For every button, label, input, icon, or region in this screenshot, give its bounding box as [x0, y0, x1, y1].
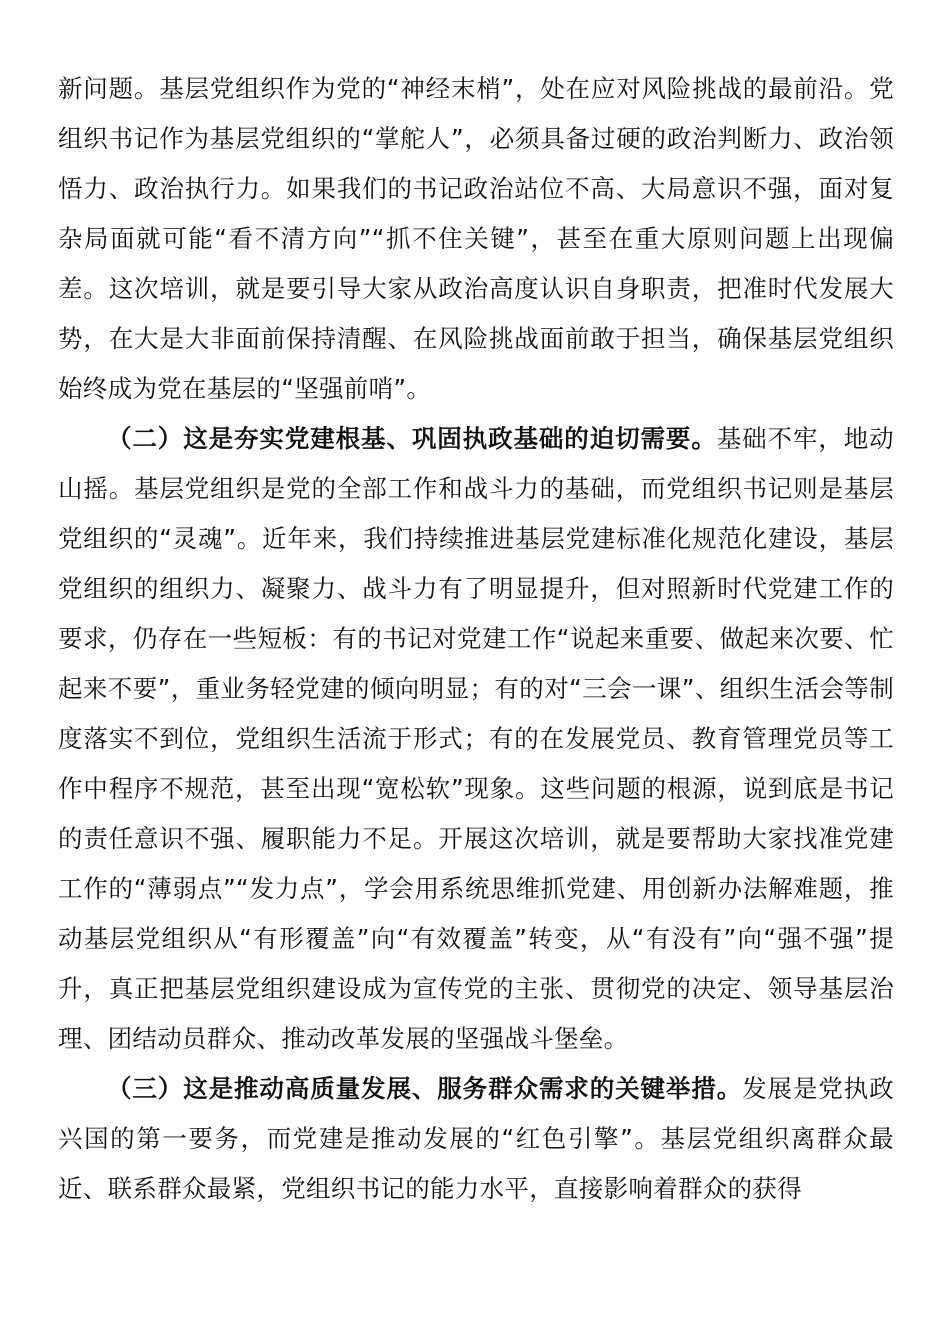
paragraph-section-3 — [58, 1064, 894, 1214]
document-page — [58, 64, 894, 1214]
section-3-heading: （三）这是推动高质量发展、服务群众需求的关键举措。 — [107, 1074, 743, 1103]
paragraph-text: 基础不牢，地动山摇。基层党组织是党的全部工作和战斗力的基础，而党组织书记则是基层党组织的“灵魂”。近年来，我们持续推进基层党建标准化规范化建设，基层党组织的组织力、凝聚力、战斗力有了明显提升，但对照新时代党建工作的要求，仍存在一些短板：有的书记对党建工作“说起来重要、做起来次要、忙起来不要”，重业务轻党建的倾向明显；有的对“三会一课”、组织生活会等制度落实不到位，党组织生活流于形式；有的在发展党员、教育管理党员等工作中程序不规范，甚至出现“宽松软”现象。这些问题的根源，说到底是书记的责任意识不强、履职能力不足。开展这次培训，就是要帮助大家找准党建工作的“薄弱点”“发力点”，学会用系统思维抓党建、用创新办法解难题，推动基层党组织从“有形覆盖”向“有效覆盖”转变，从“有没有”向“强不强”提升，真正把基层党组织建设成为宣传党的主张、贯彻党的决定、领导基层治理、团结动员群众、推动改革发展的坚强战斗堡垒。 — [58, 424, 894, 1053]
paragraph-section-2 — [58, 414, 894, 1064]
paragraph-text: 新问题。基层党组织作为党的“神经末梢”，处在应对风险挑战的最前沿。党组织书记作为基层党组织的“掌舵人”，必须具备过硬的政治判断力、政治领悟力、政治执行力。如果我们的书记政治站位不高、大局意识不强，面对复杂局面就可能“看不清方向”“抓不住关键”，甚至在重大原则问题上出现偏差。这次培训，就是要引导大家从政治高度认识自身职责，把准时代发展大势，在大是大非面前保持清醒、在风险挑战面前敢于担当，确保基层党组织始终成为党在基层的“坚强前哨”。 — [58, 74, 894, 403]
section-2-heading: （二）这是夯实党建根基、巩固执政基础的迫切需要。 — [107, 424, 717, 453]
paragraph-text: 发展是党执政兴国的第一要务，而党建是推动发展的“红色引擎”。基层党组织离群众最近、联系群众最紧，党组织书记的能力水平，直接影响着群众的获得 — [58, 1074, 894, 1203]
paragraph-continuation — [58, 64, 894, 414]
